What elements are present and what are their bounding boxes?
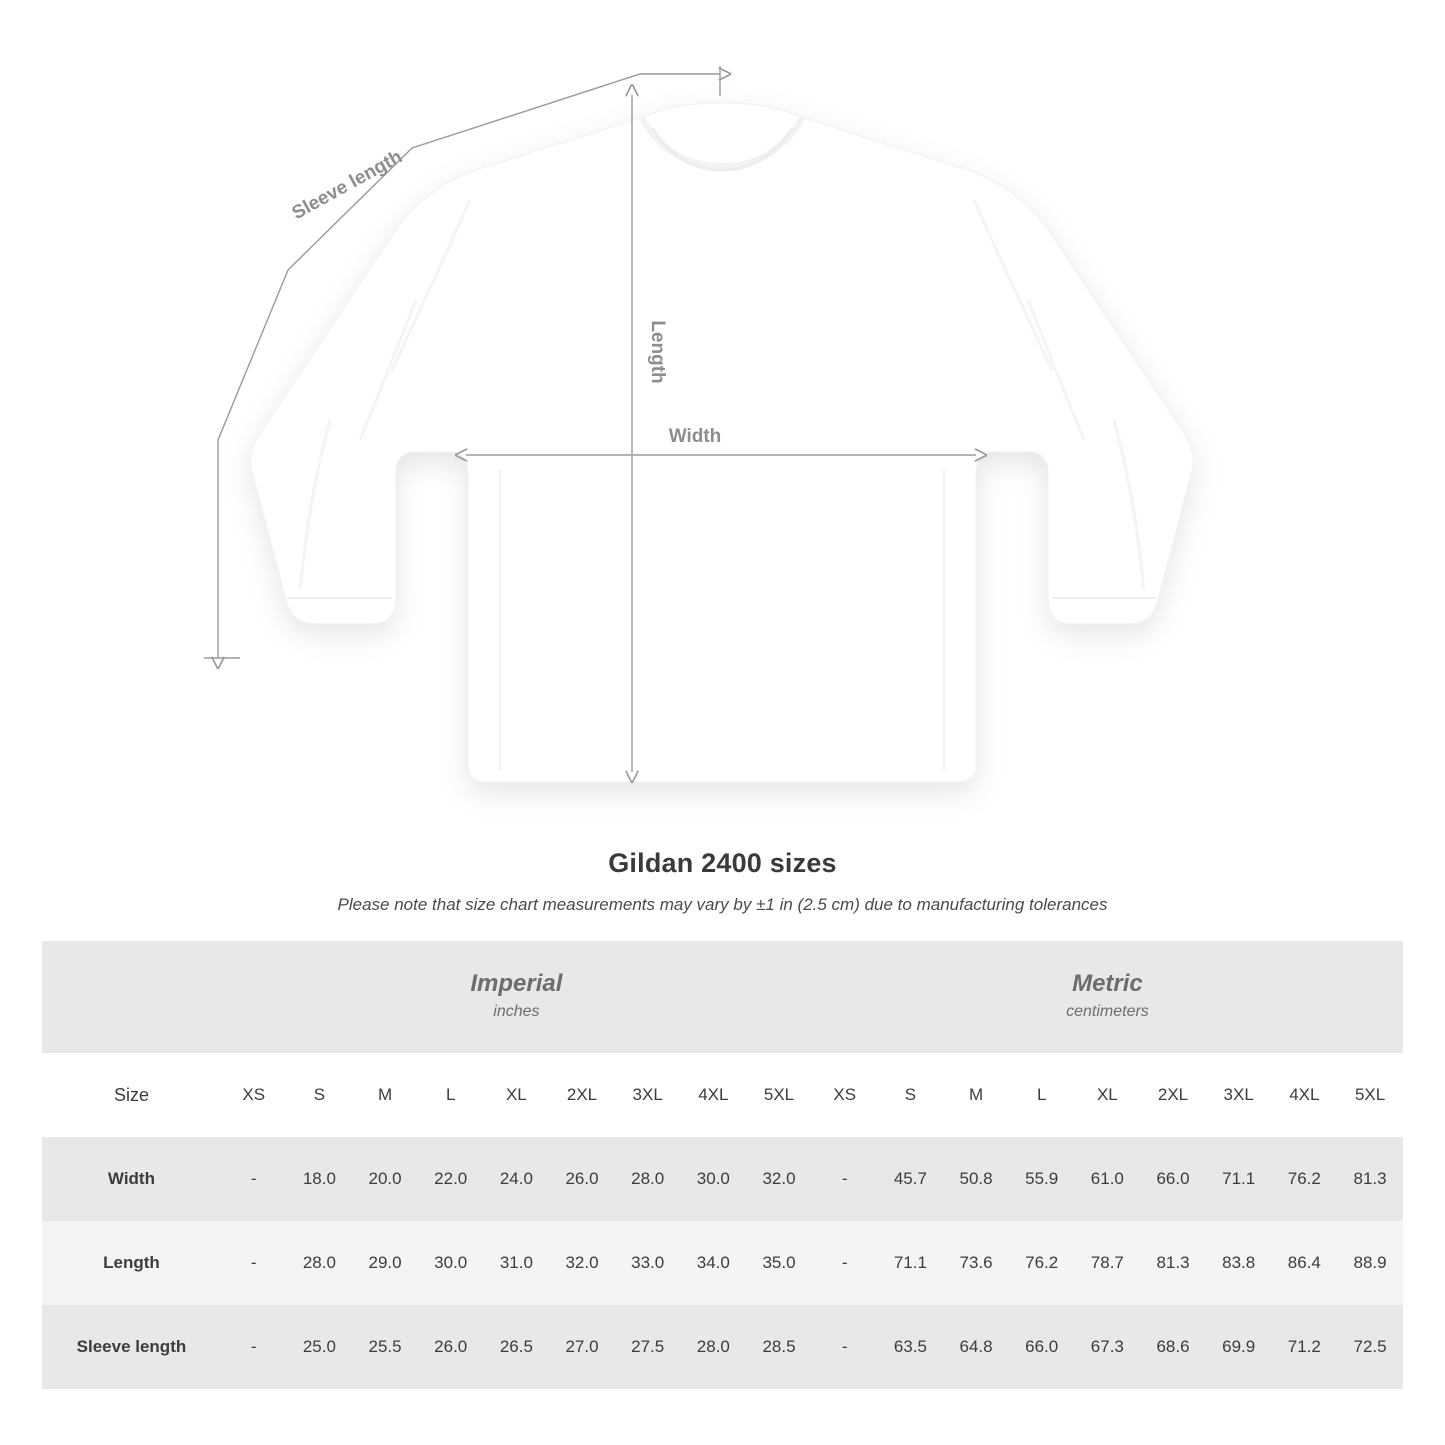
- cell-length: 29.0: [352, 1221, 418, 1305]
- cell-sleeve: 69.9: [1206, 1305, 1272, 1389]
- cell-width: 32.0: [746, 1137, 812, 1221]
- page-title: Gildan 2400 sizes: [608, 848, 837, 878]
- size-header-row: [42, 1053, 1403, 1137]
- unit-metric-name: Metric: [1072, 970, 1143, 998]
- cell-sleeve: 71.2: [1271, 1305, 1337, 1389]
- cell-sleeve: 72.5: [1337, 1305, 1403, 1389]
- title-block: [0, 848, 1445, 915]
- header-size-cell: XS: [812, 1053, 878, 1137]
- header-size-cell: 4XL: [681, 1053, 747, 1137]
- header-size-cell: 3XL: [1206, 1053, 1272, 1137]
- cell-sleeve: 27.5: [615, 1305, 681, 1389]
- cell-length: 30.0: [418, 1221, 484, 1305]
- cell-sleeve: 67.3: [1075, 1305, 1141, 1389]
- cell-length: 76.2: [1009, 1221, 1075, 1305]
- header-size-cell: 3XL: [615, 1053, 681, 1137]
- cell-width: 55.9: [1009, 1137, 1075, 1221]
- shirt-shape: [251, 103, 1194, 782]
- cell-sleeve: 68.6: [1140, 1305, 1206, 1389]
- cell-length: 33.0: [615, 1221, 681, 1305]
- unit-imperial-name: Imperial: [470, 970, 563, 998]
- unit-imperial: [221, 941, 812, 1053]
- header-size-cell: S: [878, 1053, 944, 1137]
- cell-width: 50.8: [943, 1137, 1009, 1221]
- cell-width: 76.2: [1271, 1137, 1337, 1221]
- cell-sleeve: -: [812, 1305, 878, 1389]
- cell-length: 31.0: [484, 1221, 550, 1305]
- cell-width: 71.1: [1206, 1137, 1272, 1221]
- sleeve-length-label: Sleeve length: [288, 146, 406, 225]
- row-label-sleeve-length: Sleeve length: [42, 1305, 221, 1389]
- header-size-cell: S: [287, 1053, 353, 1137]
- cell-length: 88.9: [1337, 1221, 1403, 1305]
- cell-length: 71.1: [878, 1221, 944, 1305]
- cell-length: 32.0: [549, 1221, 615, 1305]
- cell-width: 26.0: [549, 1137, 615, 1221]
- header-size-cell: XL: [1075, 1053, 1141, 1137]
- header-size-cell: M: [352, 1053, 418, 1137]
- cell-sleeve: 25.5: [352, 1305, 418, 1389]
- cell-width: 61.0: [1075, 1137, 1141, 1221]
- cell-sleeve: 66.0: [1009, 1305, 1075, 1389]
- cell-sleeve: 26.5: [484, 1305, 550, 1389]
- size-table: [42, 941, 1403, 1389]
- width-label: Width: [668, 426, 722, 447]
- cell-length: -: [221, 1221, 287, 1305]
- cell-width: 28.0: [615, 1137, 681, 1221]
- cell-length: 35.0: [746, 1221, 812, 1305]
- header-size-cell: 4XL: [1271, 1053, 1337, 1137]
- cell-sleeve: 28.5: [746, 1305, 812, 1389]
- table-row: [42, 1137, 1403, 1221]
- cell-width: 18.0: [287, 1137, 353, 1221]
- header-size-label: Size: [42, 1053, 221, 1137]
- unit-header-row: [42, 941, 1403, 1053]
- header-size-cell: XL: [484, 1053, 550, 1137]
- unit-imperial-sub: inches: [493, 1003, 540, 1021]
- header-size-cell: L: [1009, 1053, 1075, 1137]
- length-label: Length: [647, 320, 668, 384]
- unit-spacer: [42, 941, 221, 1053]
- cell-sleeve: 64.8: [943, 1305, 1009, 1389]
- cell-width: 66.0: [1140, 1137, 1206, 1221]
- cell-sleeve: 26.0: [418, 1305, 484, 1389]
- cell-length: 28.0: [287, 1221, 353, 1305]
- row-label-width: Width: [42, 1137, 221, 1221]
- header-size-cell: 2XL: [1140, 1053, 1206, 1137]
- cell-length: 34.0: [681, 1221, 747, 1305]
- header-size-cell: 2XL: [549, 1053, 615, 1137]
- unit-metric: [812, 941, 1403, 1053]
- cell-sleeve: 27.0: [549, 1305, 615, 1389]
- header-size-cell: 5XL: [746, 1053, 812, 1137]
- cell-length: 73.6: [943, 1221, 1009, 1305]
- cell-length: 81.3: [1140, 1221, 1206, 1305]
- cell-width: 20.0: [352, 1137, 418, 1221]
- table-row: [42, 1305, 1403, 1389]
- table-row: [42, 1221, 1403, 1305]
- cell-sleeve: 63.5: [878, 1305, 944, 1389]
- tolerance-note: Please note that size chart measurements may vary by ±1 in (2.5 cm) due to manufacturing tolerances: [337, 895, 1108, 914]
- cell-sleeve: 25.0: [287, 1305, 353, 1389]
- size-table-wrap: [42, 941, 1403, 1389]
- header-size-cell: XS: [221, 1053, 287, 1137]
- cell-sleeve: -: [221, 1305, 287, 1389]
- cell-width: 22.0: [418, 1137, 484, 1221]
- cell-length: -: [812, 1221, 878, 1305]
- cell-length: 83.8: [1206, 1221, 1272, 1305]
- row-label-length: Length: [42, 1221, 221, 1305]
- header-size-cell: M: [943, 1053, 1009, 1137]
- unit-metric-sub: centimeters: [1066, 1003, 1149, 1021]
- cell-width: -: [221, 1137, 287, 1221]
- header-size-cell: 5XL: [1337, 1053, 1403, 1137]
- cell-width: -: [812, 1137, 878, 1221]
- cell-width: 81.3: [1337, 1137, 1403, 1221]
- cell-width: 30.0: [681, 1137, 747, 1221]
- cell-length: 86.4: [1271, 1221, 1337, 1305]
- header-size-cell: L: [418, 1053, 484, 1137]
- cell-width: 24.0: [484, 1137, 550, 1221]
- cell-sleeve: 28.0: [681, 1305, 747, 1389]
- cell-length: 78.7: [1075, 1221, 1141, 1305]
- cell-width: 45.7: [878, 1137, 944, 1221]
